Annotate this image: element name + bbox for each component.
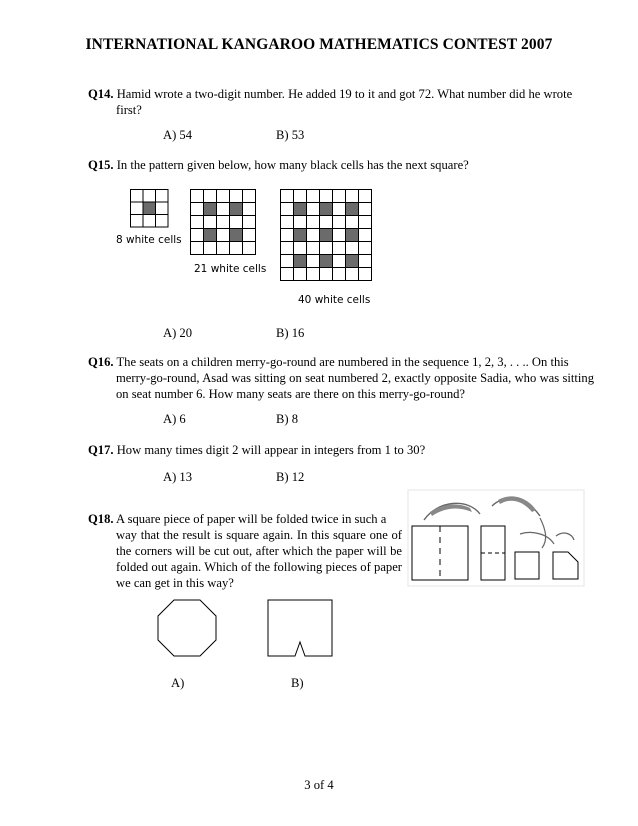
white-cell xyxy=(281,255,294,268)
option-a: A) 6 xyxy=(163,412,186,426)
white-cell xyxy=(346,216,359,229)
white-cell xyxy=(204,242,217,255)
black-cell xyxy=(230,203,243,216)
white-cell xyxy=(346,190,359,203)
white-cell xyxy=(191,203,204,216)
white-cell xyxy=(230,216,243,229)
white-cell xyxy=(204,216,217,229)
white-cell xyxy=(359,203,372,216)
white-cell xyxy=(281,203,294,216)
black-cell xyxy=(204,229,217,242)
white-cell xyxy=(307,216,320,229)
white-cell xyxy=(243,229,256,242)
black-cell xyxy=(204,203,217,216)
white-cell xyxy=(320,242,333,255)
white-cell xyxy=(230,190,243,203)
white-cell xyxy=(333,216,346,229)
white-cell xyxy=(281,190,294,203)
option-a: A) 13 xyxy=(163,470,193,484)
black-cell xyxy=(320,229,333,242)
black-cell xyxy=(230,229,243,242)
white-cell xyxy=(333,268,346,281)
white-cell xyxy=(204,190,217,203)
white-cell xyxy=(243,216,256,229)
question-text-continued: first? xyxy=(116,103,142,117)
white-cell xyxy=(294,190,307,203)
pattern-square-3x3 xyxy=(130,189,170,229)
white-cell xyxy=(156,202,169,215)
white-cell xyxy=(307,255,320,268)
question-16 xyxy=(88,354,594,402)
question-text: A square piece of paper will be folded twice in such a xyxy=(116,512,387,526)
option-a: A) xyxy=(171,676,185,690)
white-cell xyxy=(243,242,256,255)
white-cell xyxy=(217,229,230,242)
white-cell xyxy=(320,190,333,203)
white-cell xyxy=(307,268,320,281)
white-cell xyxy=(320,268,333,281)
figure-label-2: 21 white cells xyxy=(194,263,267,275)
white-cell xyxy=(243,203,256,216)
pattern-square-5x5 xyxy=(190,189,270,259)
black-cell xyxy=(320,255,333,268)
black-cell xyxy=(294,229,307,242)
white-cell xyxy=(156,190,169,203)
white-cell xyxy=(281,242,294,255)
option-a: A) 54 xyxy=(163,128,193,142)
question-18 xyxy=(88,511,402,591)
question-text: The seats on a children merry-go-round are numbered in the sequence 1, 2, 3, . . .. On this xyxy=(116,355,569,369)
question-text-continued: merry-go-round, Asad was sitting on seat numbered 2, exactly opposite Sadia, who was sitting on seat number 6. How many seats are there on this merry-go-round? xyxy=(116,371,594,401)
white-cell xyxy=(294,242,307,255)
option-a: A) 20 xyxy=(163,326,193,340)
white-cell xyxy=(230,242,243,255)
black-cell xyxy=(294,255,307,268)
question-number: Q15. xyxy=(88,158,114,172)
white-cell xyxy=(333,190,346,203)
question-number: Q14. xyxy=(88,87,114,101)
white-cell xyxy=(131,215,144,228)
option-b: B) 12 xyxy=(276,470,305,484)
white-cell xyxy=(143,215,156,228)
octagon-shape xyxy=(156,598,218,658)
black-cell xyxy=(294,203,307,216)
black-cell xyxy=(346,203,359,216)
white-cell xyxy=(359,216,372,229)
question-text-continued: way that the result is square again. In this square one of the corners will be cut out, after which the paper will be folded out again. Which of the following pieces of paper we can get in this way? xyxy=(116,528,402,590)
white-cell xyxy=(191,242,204,255)
white-cell xyxy=(333,242,346,255)
option-b: B) xyxy=(291,676,304,690)
question-number: Q16. xyxy=(88,355,114,369)
black-cell xyxy=(346,229,359,242)
white-cell xyxy=(307,190,320,203)
white-cell xyxy=(346,242,359,255)
question-15 xyxy=(88,157,594,173)
white-cell xyxy=(143,190,156,203)
white-cell xyxy=(281,268,294,281)
white-cell xyxy=(333,203,346,216)
white-cell xyxy=(217,190,230,203)
white-cell xyxy=(131,190,144,203)
white-cell xyxy=(191,229,204,242)
page-title: INTERNATIONAL KANGAROO MATHEMATICS CONTEST 2007 xyxy=(85,36,553,53)
white-cell xyxy=(307,203,320,216)
question-14 xyxy=(88,86,594,118)
white-cell xyxy=(359,242,372,255)
white-cell xyxy=(307,242,320,255)
white-cell xyxy=(294,216,307,229)
white-cell xyxy=(359,229,372,242)
question-text: Hamid wrote a two-digit number. He added 19 to it and got 72. What number did he wrote xyxy=(116,87,573,101)
figure-label-1: 8 white cells xyxy=(116,234,182,246)
white-cell xyxy=(191,216,204,229)
option-b: B) 16 xyxy=(276,326,305,340)
white-cell xyxy=(191,190,204,203)
white-cell xyxy=(281,229,294,242)
black-cell xyxy=(320,203,333,216)
white-cell xyxy=(307,229,320,242)
black-cell xyxy=(346,255,359,268)
white-cell xyxy=(359,268,372,281)
white-cell xyxy=(131,202,144,215)
folding-illustration xyxy=(408,490,584,586)
white-cell xyxy=(359,255,372,268)
page-number: 3 of 4 xyxy=(304,778,334,792)
question-number: Q18. xyxy=(88,512,114,526)
black-cell xyxy=(143,202,156,215)
white-cell xyxy=(281,216,294,229)
question-text: How many times digit 2 will appear in integers from 1 to 30? xyxy=(116,443,426,457)
white-cell xyxy=(217,242,230,255)
white-cell xyxy=(346,268,359,281)
question-number: Q17. xyxy=(88,443,114,457)
white-cell xyxy=(217,203,230,216)
option-b: B) 8 xyxy=(276,412,299,426)
notched-square-shape xyxy=(266,598,336,660)
pattern-square-7x7 xyxy=(280,189,390,289)
white-cell xyxy=(333,255,346,268)
option-b: B) 53 xyxy=(276,128,305,142)
white-cell xyxy=(217,216,230,229)
white-cell xyxy=(333,229,346,242)
white-cell xyxy=(294,268,307,281)
question-text: In the pattern given below, how many black cells has the next square? xyxy=(116,158,469,172)
white-cell xyxy=(243,190,256,203)
question-17 xyxy=(88,442,594,458)
figure-label-3: 40 white cells xyxy=(298,294,371,306)
white-cell xyxy=(359,190,372,203)
white-cell xyxy=(156,215,169,228)
white-cell xyxy=(320,216,333,229)
